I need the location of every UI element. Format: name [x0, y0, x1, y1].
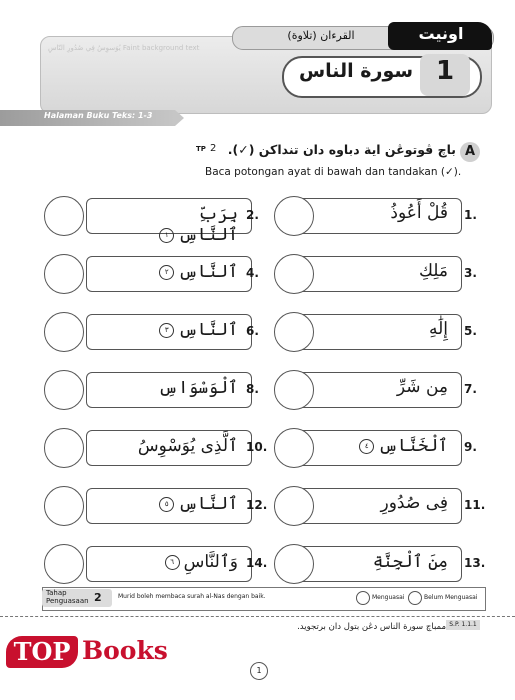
ayah-words: مَلِكِ	[418, 261, 448, 281]
ayah-words: ٱلنَّاسِ	[178, 262, 238, 282]
brand-logo-top: TOP	[6, 636, 78, 668]
page-number: 1	[250, 662, 268, 680]
item-number: 6.	[246, 324, 259, 338]
unit-number: 1	[435, 56, 455, 86]
tick-circle[interactable]	[44, 544, 84, 584]
ayah-words: ٱلنَّاسِ	[178, 320, 238, 340]
ayah-text	[344, 493, 448, 513]
ayah-text	[344, 435, 448, 456]
ayah-words: ٱلَّذِى يُوَسْوِسُ	[137, 436, 238, 456]
item-number: 1.	[464, 208, 477, 222]
ayah-text	[344, 319, 448, 339]
ayah-number-marker: ٤	[359, 439, 374, 454]
tahap-number: 2	[94, 591, 102, 604]
tick-circle[interactable]	[274, 196, 314, 236]
ayah-text	[134, 261, 238, 282]
ayah-number-marker: ٢	[159, 265, 174, 280]
ayah-text	[134, 203, 238, 245]
menguasai-label: Menguasai	[372, 594, 405, 601]
ayah-number-marker: ٥	[159, 497, 174, 512]
ayah-words: ٱلْوَسْوَاسِ	[158, 378, 238, 398]
subject-label: القرءان (تلاوة)	[287, 29, 355, 42]
item-number: 7.	[464, 382, 477, 396]
belum-menguasai-checkbox[interactable]	[408, 591, 422, 605]
tahap-description: Murid boleh membaca surah al-Nas dengan baik.	[118, 593, 266, 600]
page-ref-arrow	[175, 110, 184, 126]
sp-text: ممباچ سورة الناس دڠن بتول دان برتجويد.	[297, 622, 446, 632]
item-number: 3.	[464, 266, 477, 280]
tick-circle[interactable]	[274, 428, 314, 468]
tick-circle[interactable]	[44, 312, 84, 352]
ayah-text	[134, 551, 238, 572]
tahap-label: Tahap Penguasaan	[46, 589, 89, 605]
belum-menguasai-label: Belum Menguasai	[424, 594, 478, 601]
tp-label: TP	[196, 145, 206, 153]
tick-circle[interactable]	[44, 370, 84, 410]
tick-circle[interactable]	[274, 312, 314, 352]
tick-circle[interactable]	[274, 254, 314, 294]
ayah-text	[134, 493, 238, 514]
jawi-instruction: باچ ڤوتوڠن اية دباوه دان تنداكن (✓).	[227, 142, 456, 157]
tick-circle[interactable]	[44, 254, 84, 294]
item-number: 2.	[246, 208, 259, 222]
ayah-words: بِرَبِّ ٱلنَّاسِ	[178, 204, 238, 245]
item-number: 14.	[246, 556, 268, 570]
item-number: 5.	[464, 324, 477, 338]
ayah-words: ٱلنَّاسِ	[178, 494, 238, 514]
tick-circle[interactable]	[44, 486, 84, 526]
item-number: 12.	[246, 498, 268, 512]
ayah-text	[134, 319, 238, 340]
ayah-text	[344, 377, 448, 397]
page-ref: Halaman Buku Teks: 1-3	[44, 111, 153, 120]
item-number: 10.	[246, 440, 268, 454]
item-number: 11.	[464, 498, 486, 512]
page-title: سورة الناس	[298, 60, 414, 82]
menguasai-checkbox[interactable]	[356, 591, 370, 605]
item-number: 8.	[246, 382, 259, 396]
tick-circle[interactable]	[274, 370, 314, 410]
tick-circle[interactable]	[44, 428, 84, 468]
ayah-words: قُلْ أَعُوذُ	[390, 203, 448, 223]
ayah-number-marker: ١	[159, 228, 174, 243]
section-badge: A	[460, 142, 480, 162]
item-number: 9.	[464, 440, 477, 454]
ayah-text	[134, 377, 238, 398]
ayah-number-marker: ٦	[165, 555, 180, 570]
ayah-words: إِلَٰهِ	[428, 319, 448, 339]
ayah-words: وَٱلنَّاسِ	[183, 552, 238, 572]
ayah-words: مِنَ ٱلْجِنَّةِ	[372, 552, 448, 572]
item-number: 13.	[464, 556, 486, 570]
unit-label: اونيت	[418, 24, 464, 43]
ayah-text	[344, 261, 448, 281]
ayah-words: فِى صُدُورِ	[380, 493, 448, 513]
ayah-text	[344, 203, 448, 223]
brand-logo-books: Books	[82, 636, 168, 665]
ayah-words: مِن شَرِّ	[396, 377, 448, 397]
item-number: 4.	[246, 266, 259, 280]
ayah-text	[134, 435, 238, 456]
malay-instruction: Baca potongan ayat di bawah dan tandakan (✓).	[205, 166, 462, 178]
faint-background-text: يُوَسوِسُ فِي صُدُورِ النّاسِ Faint background text	[48, 44, 200, 52]
ayah-words: ٱلْخَنَّاسِ	[378, 436, 448, 456]
ayah-number-marker: ٣	[159, 323, 174, 338]
ayah-text	[344, 551, 448, 572]
tick-circle[interactable]	[274, 486, 314, 526]
tick-circle[interactable]	[44, 196, 84, 236]
sp-tag: S.P. 1.1.1	[446, 620, 480, 630]
tp-number: 2	[210, 143, 217, 154]
cut-line	[0, 616, 515, 617]
tick-circle[interactable]	[274, 544, 314, 584]
